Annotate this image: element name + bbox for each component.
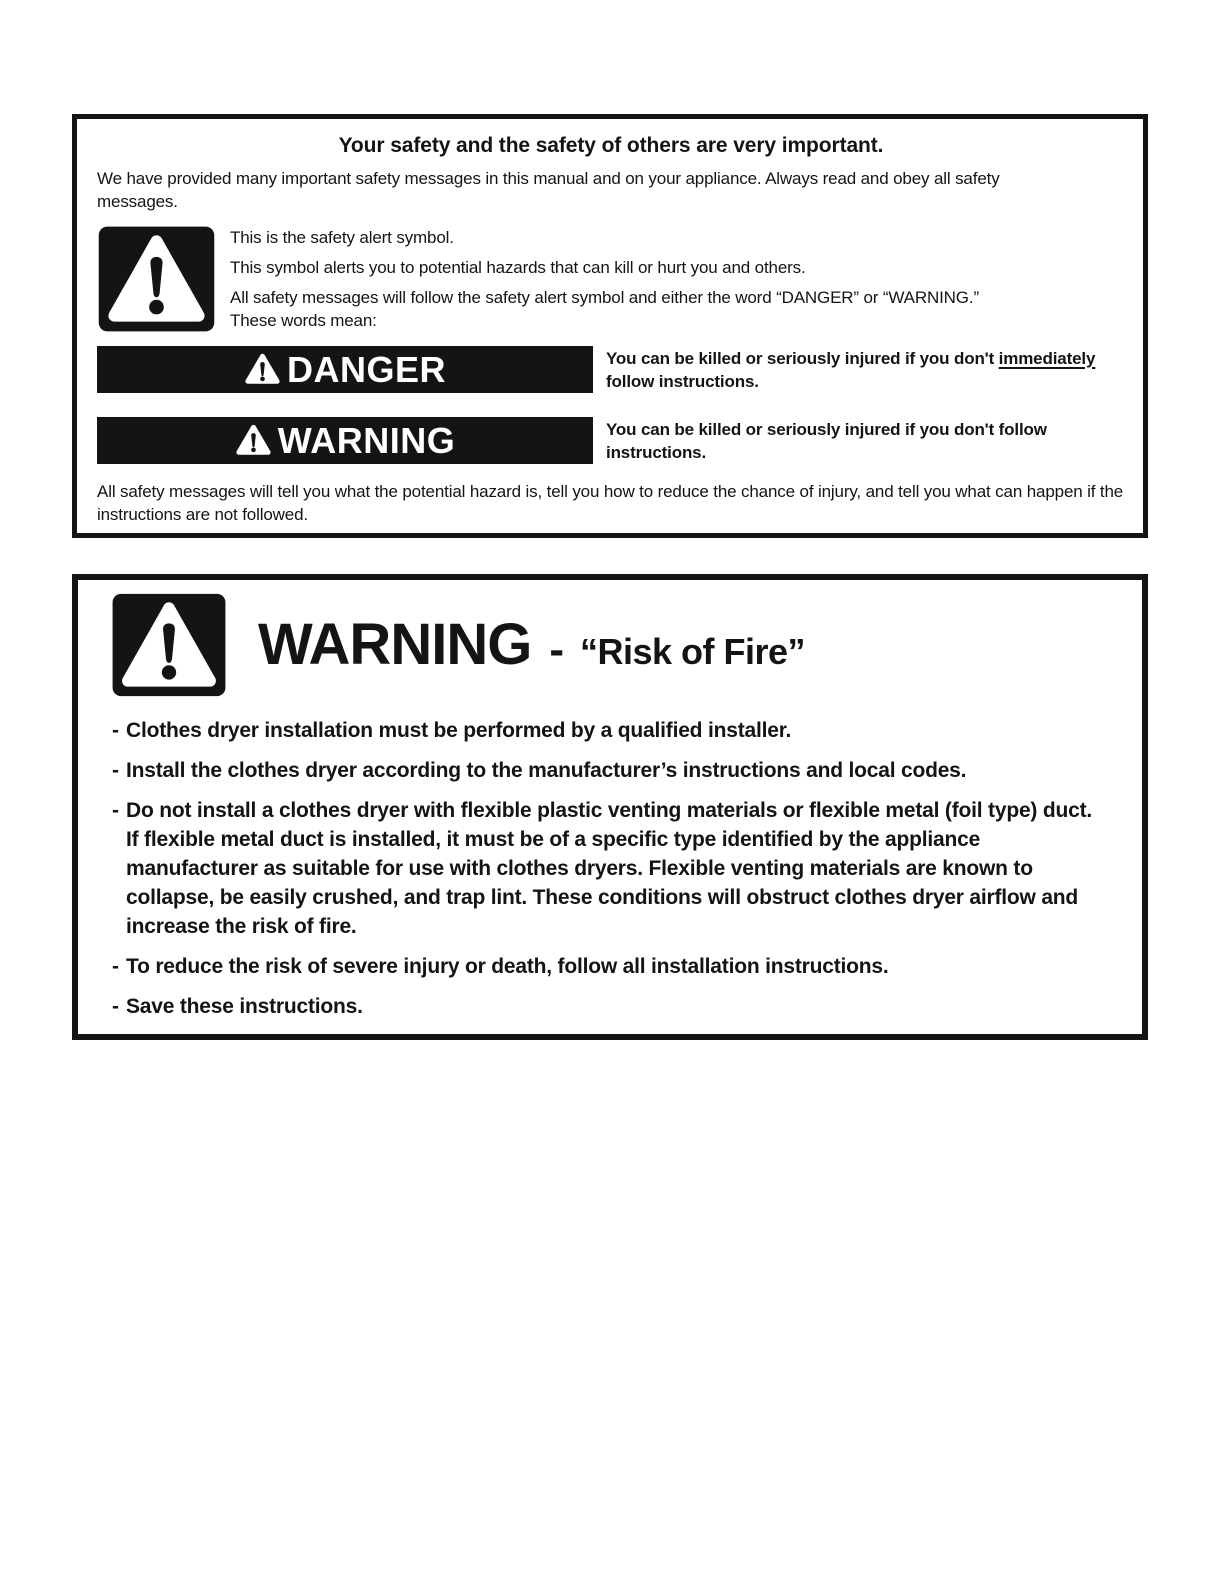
- alert-triangle-icon: [244, 352, 281, 385]
- danger-desc-suffix: follow instructions.: [606, 371, 759, 391]
- bullet-text: To reduce the risk of severe injury or death, follow all installation instructions.: [126, 955, 889, 978]
- bullet-text: Install the clothes dryer according to the manufacturer’s instructions and local codes.: [126, 759, 967, 782]
- safety-alert-icon: [97, 225, 216, 333]
- list-item: [112, 952, 1106, 981]
- safety-alert-symbol-row: [97, 225, 1125, 333]
- bullet-dash: -: [112, 799, 119, 822]
- fire-warning-word: WARNING: [258, 612, 532, 677]
- danger-desc-prefix: You can be killed or seriously injured if you don't: [606, 348, 999, 368]
- bullet-text: Clothes dryer installation must be performed by a qualified installer.: [126, 719, 792, 742]
- alert-triangle-icon: [235, 423, 272, 456]
- warning-banner: [97, 417, 593, 464]
- alert-line: This is the safety alert symbol.: [230, 228, 454, 247]
- list-item: [112, 796, 1106, 941]
- fire-warning-separator: -: [549, 625, 564, 674]
- bullet-dash: -: [112, 759, 119, 782]
- danger-banner: [97, 346, 593, 393]
- bullet-dash: -: [112, 955, 119, 978]
- bullet-dash: -: [112, 995, 119, 1018]
- danger-desc-underlined: immediately: [998, 348, 1096, 368]
- list-item: [112, 716, 1106, 745]
- safety-intro-paragraph: We have provided many important safety messages in this manual and on your appliance. Always read and obey all safety messages.: [97, 169, 1000, 211]
- fire-warning-header: [111, 592, 1106, 698]
- list-item: [112, 992, 1106, 1021]
- safety-box-title: Your safety and the safety of others are very important.: [338, 134, 884, 157]
- fire-warning-bullet-list: [112, 716, 1106, 1021]
- warning-label: WARNING: [277, 419, 456, 461]
- risk-of-fire-warning-box: [72, 574, 1148, 1040]
- danger-label: DANGER: [286, 348, 446, 390]
- bullet-text: Do not install a clothes dryer with flexible plastic venting materials or flexible metal (foil type) duct. If flexible metal duct is installed, it must be of a specific type identified by the appliance manufacturer as suitable for use with clothes dryers. Flexible venting materials are known to collapse, be easily crushed, and trap lint. These conditions will obstruct clothes dryer airflow and increase the risk of fire.: [126, 799, 1093, 938]
- alert-line: All safety messages will follow the safety alert symbol and either the word “DANGER” or “WARNING.”: [230, 288, 979, 307]
- alert-line: This symbol alerts you to potential hazards that can kill or hurt you and others.: [230, 258, 806, 277]
- warning-description: You can be killed or seriously injured if you don't follow instructions.: [606, 419, 1047, 462]
- safety-alert-icon: [111, 592, 227, 698]
- bullet-text: Save these instructions.: [126, 995, 363, 1018]
- safety-footer-paragraph: All safety messages will tell you what the potential hazard is, tell you how to reduce the chance of injury, and tell you what can happen if the instructions are not followed.: [97, 482, 1124, 524]
- safety-alert-description: [230, 225, 979, 333]
- safety-overview-box: [72, 114, 1148, 538]
- bullet-dash: -: [112, 719, 119, 742]
- alert-line: These words mean:: [230, 311, 377, 330]
- danger-description: [606, 347, 1125, 393]
- fire-warning-phrase: “Risk of Fire”: [579, 631, 806, 672]
- warning-signal-row: [97, 417, 1125, 464]
- fire-warning-heading: [258, 612, 806, 677]
- list-item: [112, 756, 1106, 785]
- danger-signal-row: [97, 346, 1125, 393]
